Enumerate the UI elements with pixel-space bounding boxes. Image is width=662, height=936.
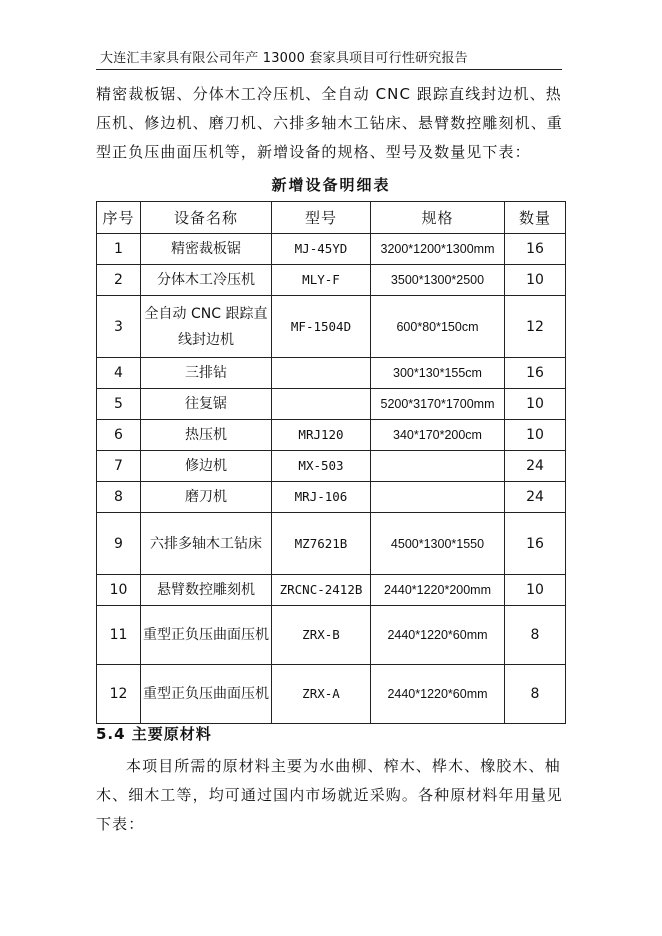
cell-model: ZRX-A — [272, 665, 371, 724]
table-row — [97, 513, 566, 575]
cell-model: MRJ-106 — [272, 482, 371, 513]
cell-model — [272, 389, 371, 420]
cell-name: 悬臂数控雕刻机 — [141, 575, 272, 606]
intro-paragraph: 精密裁板锯、分体木工冷压机、全自动 CNC 跟踪直线封边机、热压机、修边机、磨刀机、六排多轴木工钻床、悬臂数控雕刻机、重型正负压曲面压机等，新增设备的规格、型号及数量见下表： — [96, 85, 563, 161]
header-spec: 规格 — [371, 202, 505, 234]
cell-name: 磨刀机 — [141, 482, 272, 513]
cell-name: 分体木工冷压机 — [141, 265, 272, 296]
cell-spec: 4500*1300*1550 — [371, 513, 505, 575]
cell-name: 全自动 CNC 跟踪直线封边机 — [141, 296, 272, 358]
cell-qty: 8 — [505, 606, 566, 665]
table-row — [97, 234, 566, 265]
table-row — [97, 358, 566, 389]
equipment-table — [96, 201, 566, 724]
cell-spec: 340*170*200cm — [371, 420, 505, 451]
table-row — [97, 482, 566, 513]
cell-name: 精密裁板锯 — [141, 234, 272, 265]
cell-spec: 3200*1200*1300mm — [371, 234, 505, 265]
cell-no: 12 — [97, 665, 141, 724]
cell-spec: 2440*1220*60mm — [371, 606, 505, 665]
page-header: 大连汇丰家具有限公司年产 13000 套家具项目可行性研究报告 — [100, 51, 468, 66]
table-header-row — [97, 202, 566, 234]
table-row — [97, 389, 566, 420]
cell-name: 往复锯 — [141, 389, 272, 420]
cell-no: 3 — [97, 296, 141, 358]
cell-qty: 10 — [505, 265, 566, 296]
table-row — [97, 420, 566, 451]
cell-name: 重型正负压曲面压机 — [141, 606, 272, 665]
cell-no: 6 — [97, 420, 141, 451]
cell-model: MZ7621B — [272, 513, 371, 575]
cell-no: 8 — [97, 482, 141, 513]
cell-no: 5 — [97, 389, 141, 420]
cell-name: 修边机 — [141, 451, 272, 482]
cell-name: 三排钻 — [141, 358, 272, 389]
cell-qty: 24 — [505, 482, 566, 513]
cell-qty: 16 — [505, 358, 566, 389]
cell-spec: 3500*1300*2500 — [371, 265, 505, 296]
cell-spec: 600*80*150cm — [371, 296, 505, 358]
cell-qty: 10 — [505, 575, 566, 606]
cell-qty: 12 — [505, 296, 566, 358]
table-row — [97, 606, 566, 665]
cell-model — [272, 358, 371, 389]
cell-no: 10 — [97, 575, 141, 606]
cell-model: MLY-F — [272, 265, 371, 296]
cell-no: 1 — [97, 234, 141, 265]
cell-name: 六排多轴木工钻床 — [141, 513, 272, 575]
cell-qty: 10 — [505, 420, 566, 451]
cell-qty: 10 — [505, 389, 566, 420]
cell-no: 4 — [97, 358, 141, 389]
table-row — [97, 265, 566, 296]
cell-qty: 24 — [505, 451, 566, 482]
cell-no: 9 — [97, 513, 141, 575]
table-row — [97, 451, 566, 482]
header-no: 序号 — [97, 202, 141, 234]
section-heading: 5.4 主要原材料 — [96, 725, 212, 743]
cell-model: MJ-45YD — [272, 234, 371, 265]
cell-model: ZRX-B — [272, 606, 371, 665]
cell-spec: 2440*1220*60mm — [371, 665, 505, 724]
header-rule — [96, 69, 562, 70]
cell-no: 11 — [97, 606, 141, 665]
header-name: 设备名称 — [141, 202, 272, 234]
cell-no: 7 — [97, 451, 141, 482]
table-row — [97, 296, 566, 358]
cell-spec: 2440*1220*200mm — [371, 575, 505, 606]
cell-qty: 16 — [505, 513, 566, 575]
cell-model: MRJ120 — [272, 420, 371, 451]
cell-model: ZRCNC-2412B — [272, 575, 371, 606]
cell-no: 2 — [97, 265, 141, 296]
cell-spec — [371, 482, 505, 513]
cell-spec: 5200*3170*1700mm — [371, 389, 505, 420]
cell-qty: 16 — [505, 234, 566, 265]
table-title: 新增设备明细表 — [271, 176, 391, 194]
raw-materials-paragraph: 本项目所需的原材料主要为水曲柳、榨木、桦木、橡胶木、柚木、细木工等，均可通过国内市场就近采购。各种原材料年用量见下表： — [96, 757, 563, 833]
header-model: 型号 — [272, 202, 371, 234]
cell-model: MF-1504D — [272, 296, 371, 358]
table-row — [97, 665, 566, 724]
table-row — [97, 575, 566, 606]
cell-name: 重型正负压曲面压机 — [141, 665, 272, 724]
cell-spec — [371, 451, 505, 482]
cell-model: MX-503 — [272, 451, 371, 482]
header-qty: 数量 — [505, 202, 566, 234]
cell-spec: 300*130*155cm — [371, 358, 505, 389]
cell-qty: 8 — [505, 665, 566, 724]
cell-name: 热压机 — [141, 420, 272, 451]
